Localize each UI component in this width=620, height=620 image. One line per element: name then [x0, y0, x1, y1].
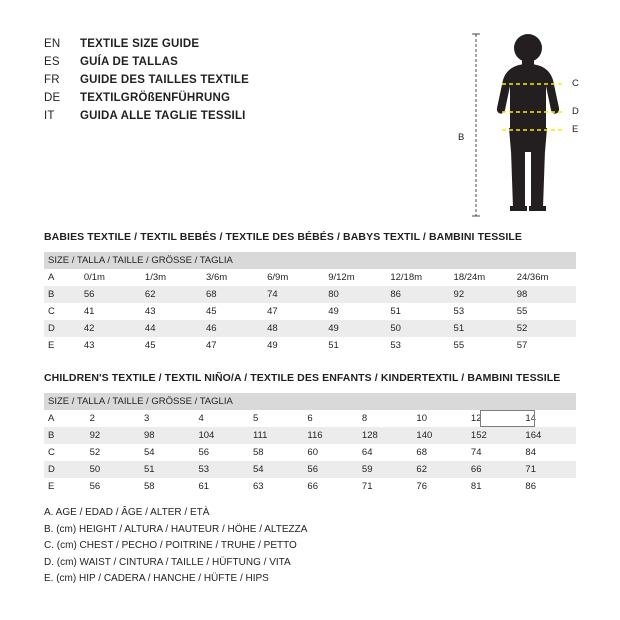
- cell: 1/3m: [141, 269, 202, 286]
- language-code-en: EN: [44, 38, 61, 50]
- cell: 9/12m: [324, 269, 386, 286]
- cell: 80: [324, 286, 386, 303]
- figure-label-chest: C: [572, 78, 579, 89]
- cell: 64: [358, 444, 413, 461]
- cell: 6: [303, 410, 358, 427]
- cell: 62: [141, 286, 202, 303]
- row-label-b: B: [44, 286, 80, 303]
- row-label-c: C: [44, 444, 86, 461]
- table-row: [44, 478, 576, 495]
- cell: 71: [358, 478, 413, 495]
- table-row: [44, 427, 576, 444]
- cell: 92: [86, 427, 140, 444]
- cell: 8: [358, 410, 413, 427]
- table-row: [44, 303, 576, 320]
- cell: 68: [412, 444, 467, 461]
- table-row: [44, 444, 576, 461]
- children-section-title: CHILDREN'S TEXTILE / TEXTIL NIÑO/A / TEXTILE DES ENFANTS / KINDERTEXTIL / BAMBINI TESSILE: [44, 372, 561, 384]
- cell: 76: [412, 478, 467, 495]
- cell: 55: [513, 303, 576, 320]
- cell: 81: [467, 478, 522, 495]
- row-label-d: D: [44, 461, 86, 478]
- cell: 66: [467, 461, 522, 478]
- cell: 49: [324, 303, 386, 320]
- cell: 12/18m: [386, 269, 449, 286]
- cell: 74: [263, 286, 324, 303]
- cell: 52: [513, 320, 576, 337]
- cell: 53: [450, 303, 513, 320]
- cell: 50: [386, 320, 449, 337]
- figure-label-hip: E: [572, 124, 579, 135]
- language-row-en: [44, 38, 374, 56]
- legend-item-a: A. AGE / EDAD / ÂGE / ALTER / ETÀ: [44, 507, 210, 518]
- row-label-b: B: [44, 427, 86, 444]
- language-row-de: [44, 92, 374, 110]
- cell: 41: [80, 303, 141, 320]
- cell: 61: [194, 478, 249, 495]
- cell: 3: [140, 410, 194, 427]
- language-title-it: GUIDA ALLE TAGLIE TESSILI: [80, 110, 246, 122]
- cell: 140: [412, 427, 467, 444]
- cell: 56: [80, 286, 141, 303]
- legend-item-b: B. (cm) HEIGHT / ALTURA / HAUTEUR / HÖHE / ALTEZZA: [44, 523, 308, 535]
- cell: 0/1m: [80, 269, 141, 286]
- cell: 53: [386, 337, 449, 354]
- cell: 84: [521, 444, 576, 461]
- legend-item-d: D. (cm) WAIST / CINTURA / TAILLE / HÜFTUNG / VITA: [44, 556, 291, 568]
- legend-item-c: C. (cm) CHEST / PECHO / POITRINE / TRUHE / PETTO: [44, 540, 297, 551]
- language-title-list: [44, 38, 374, 128]
- row-label-c: C: [44, 303, 80, 320]
- cell: 63: [249, 478, 303, 495]
- cell: 128: [358, 427, 413, 444]
- cell: 46: [202, 320, 263, 337]
- cell: 42: [80, 320, 141, 337]
- measurement-legend: [44, 505, 307, 588]
- cell: 62: [412, 461, 467, 478]
- cell: 98: [140, 427, 194, 444]
- table-row: [44, 410, 576, 427]
- row-label-e: E: [44, 478, 86, 495]
- cell: 18/24m: [450, 269, 513, 286]
- cell: 2: [86, 410, 140, 427]
- language-row-fr: [44, 74, 374, 92]
- cell: 45: [202, 303, 263, 320]
- babies-section-title: BABIES TEXTILE / TEXTIL BEBÉS / TEXTILE DES BÉBÉS / BABYS TEXTIL / BAMBINI TESSILE: [44, 231, 523, 243]
- cell-highlighted: 12: [467, 410, 522, 427]
- cell: 66: [303, 478, 358, 495]
- cell: 98: [513, 286, 576, 303]
- cell: 56: [303, 461, 358, 478]
- cell: 51: [324, 337, 386, 354]
- cell: 45: [141, 337, 202, 354]
- cell: 58: [249, 444, 303, 461]
- cell: 6/9m: [263, 269, 324, 286]
- cell: 55: [450, 337, 513, 354]
- figure-label-waist: D: [572, 106, 579, 117]
- cell: 58: [140, 478, 194, 495]
- row-label-e: E: [44, 337, 80, 354]
- language-code-fr: FR: [44, 74, 60, 86]
- language-row-es: [44, 56, 374, 74]
- children-header-size-label: SIZE / TALLA / TAILLE / GRÖSSE / TAGLIA: [44, 393, 576, 410]
- cell: 74: [467, 444, 522, 461]
- language-code-de: DE: [44, 92, 61, 104]
- cell: 56: [86, 478, 140, 495]
- cell: 53: [194, 461, 249, 478]
- language-title-fr: GUIDE DES TAILLES TEXTILE: [80, 74, 249, 86]
- cell: 57: [513, 337, 576, 354]
- cell: 4: [194, 410, 249, 427]
- cell: 111: [249, 427, 303, 444]
- table-row: [44, 320, 576, 337]
- cell: 86: [386, 286, 449, 303]
- children-size-table: [44, 393, 576, 495]
- cell: 68: [202, 286, 263, 303]
- cell: 164: [521, 427, 576, 444]
- cell: 48: [263, 320, 324, 337]
- row-label-a: A: [44, 269, 80, 286]
- cell: 43: [80, 337, 141, 354]
- cell: 51: [450, 320, 513, 337]
- cell: 50: [86, 461, 140, 478]
- language-code-es: ES: [44, 56, 60, 68]
- language-title-de: TEXTILGRÖßENFÜHRUNG: [80, 92, 231, 104]
- cell: 47: [263, 303, 324, 320]
- body-figure: [450, 26, 600, 226]
- figure-label-height: B: [458, 132, 465, 143]
- cell: 104: [194, 427, 249, 444]
- table-header-row: [44, 393, 576, 410]
- cell: 47: [202, 337, 263, 354]
- cell: 56: [194, 444, 249, 461]
- cell: 54: [140, 444, 194, 461]
- language-title-es: GUÍA DE TALLAS: [80, 56, 178, 68]
- cell: 10: [412, 410, 467, 427]
- cell: 5: [249, 410, 303, 427]
- cell: 116: [303, 427, 358, 444]
- cell: 51: [386, 303, 449, 320]
- row-label-a: A: [44, 410, 86, 427]
- cell: 60: [303, 444, 358, 461]
- legend-item-e: E. (cm) HIP / CADERA / HANCHE / HÜFTE / HIPS: [44, 573, 269, 584]
- babies-header-size-label: SIZE / TALLA / TAILLE / GRÖSSE / TAGLIA: [44, 252, 576, 269]
- cell: 52: [86, 444, 140, 461]
- row-label-d: D: [44, 320, 80, 337]
- cell: 51: [140, 461, 194, 478]
- language-code-it: IT: [44, 110, 55, 122]
- language-row-it: [44, 110, 374, 128]
- language-title-en: TEXTILE SIZE GUIDE: [80, 38, 200, 50]
- cell: 71: [521, 461, 576, 478]
- table-row: [44, 286, 576, 303]
- table-row: [44, 461, 576, 478]
- cell: 86: [521, 478, 576, 495]
- cell: 3/6m: [202, 269, 263, 286]
- cell: 49: [324, 320, 386, 337]
- cell: 24/36m: [513, 269, 576, 286]
- table-row: [44, 269, 576, 286]
- cell: 44: [141, 320, 202, 337]
- cell: 14: [521, 410, 576, 427]
- table-row: [44, 337, 576, 354]
- cell: 152: [467, 427, 522, 444]
- cell: 59: [358, 461, 413, 478]
- babies-size-table: [44, 252, 576, 354]
- cell: 49: [263, 337, 324, 354]
- cell: 43: [141, 303, 202, 320]
- cell: 54: [249, 461, 303, 478]
- cell: 92: [450, 286, 513, 303]
- table-header-row: [44, 252, 576, 269]
